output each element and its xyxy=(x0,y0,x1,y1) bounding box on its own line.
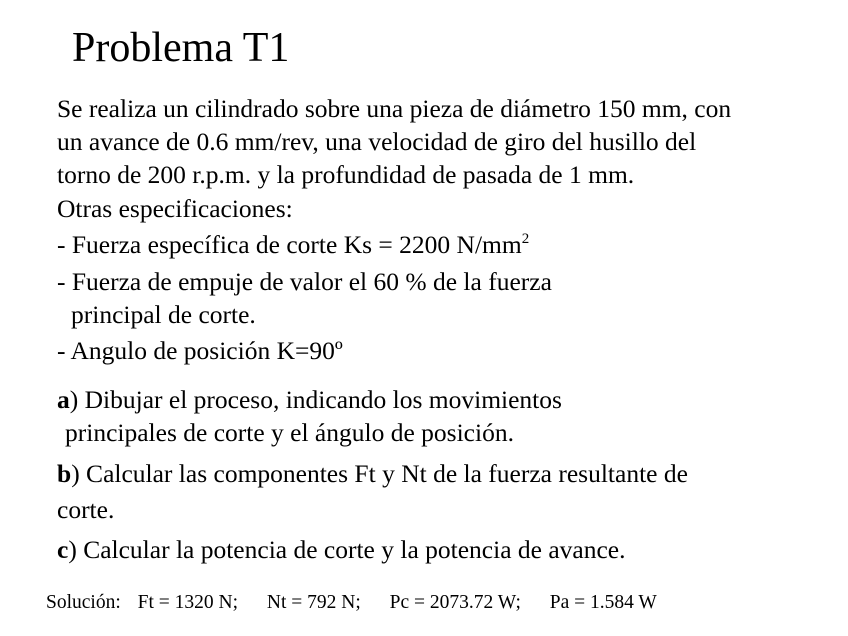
spec-ks-exponent: 2 xyxy=(521,231,530,247)
question-b-line-2: corte. xyxy=(57,495,115,524)
statement-line-1: Se realiza un cilindrado sobre una pieza de diámetro 150 mm, con xyxy=(57,94,732,123)
question-a-line-1 xyxy=(57,383,562,416)
spec-ks xyxy=(57,228,529,261)
solution-pa: Pa = 1.584 W xyxy=(549,592,657,613)
question-a xyxy=(57,383,562,449)
question-b xyxy=(57,457,688,526)
problem-statement xyxy=(57,92,731,191)
statement-line-2: un avance de 0.6 mm/rev, una velocidad de giro del husillo del xyxy=(57,127,697,156)
spec-ks-text: - Fuerza específica de corte Ks = 2200 N/mm xyxy=(57,230,522,259)
solution-label: Solución: xyxy=(46,592,121,613)
spec-thrust xyxy=(57,265,552,331)
question-b-letter: b xyxy=(57,459,72,488)
specs-heading: Otras especificaciones: xyxy=(57,194,293,223)
spec-thrust-line-1: - Fuerza de empuje de valor el 60 % de la fuerza xyxy=(57,267,552,296)
solution-nt: Nt = 792 N; xyxy=(266,592,361,613)
statement-line-3: torno de 200 r.p.m. y la profundidad de pasada de 1 mm. xyxy=(57,160,635,189)
question-b-text: ) Calcular las componentes Ft y Nt de la fuerza resultante de xyxy=(71,459,688,488)
question-c xyxy=(57,533,626,566)
page-title: Problema T1 xyxy=(72,25,290,71)
solution-line xyxy=(46,589,657,617)
question-a-line-2: principales de corte y el ángulo de posición. xyxy=(65,418,514,447)
question-a-letter: a xyxy=(57,385,70,414)
spec-angle: - Angulo de posición K=90º xyxy=(57,336,343,365)
question-a-text: ) Dibujar el proceso, indicando los movimientos xyxy=(69,385,562,414)
solution-pc: Pc = 2073.72 W; xyxy=(389,592,521,613)
spec-thrust-line-2: principal de corte. xyxy=(71,300,256,329)
question-c-letter: c xyxy=(57,535,69,564)
solution-ft: Ft = 1320 N; xyxy=(137,592,239,613)
question-c-text: ) Calcular la potencia de corte y la potencia de avance. xyxy=(68,535,626,564)
question-b-line-1 xyxy=(57,457,688,490)
